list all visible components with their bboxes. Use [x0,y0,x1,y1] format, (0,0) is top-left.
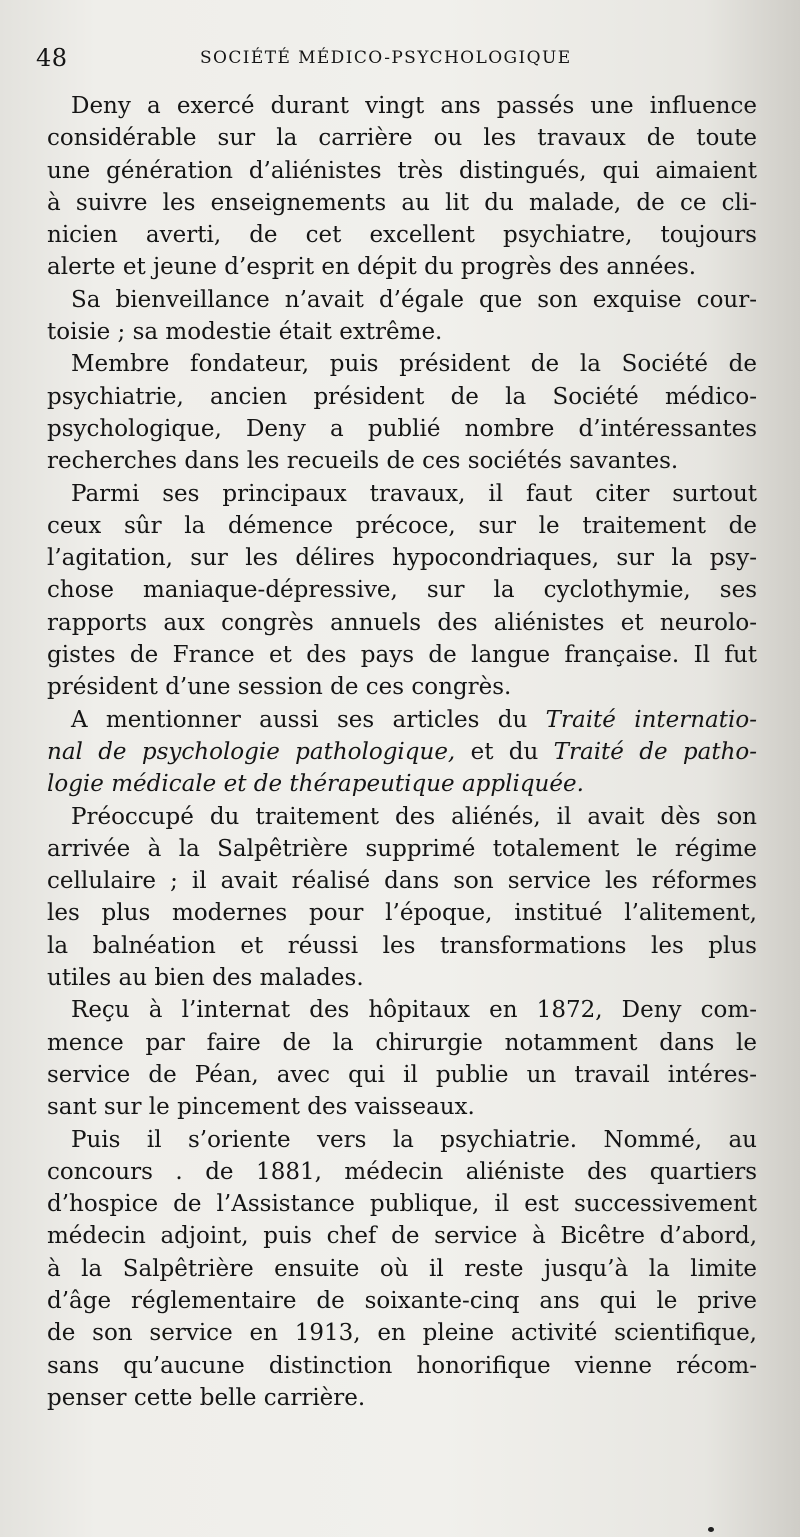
text-line [47,1059,757,1091]
text-run: la balnéation et réussi les transformations les plus [47,932,757,959]
text-run: les plus modernes pour l’époque, institué l’alitement, [47,900,757,927]
text-line [47,1124,757,1156]
text-line [47,897,757,929]
text-run: à la Salpêtrière ensuite où il reste jusqu’à la limite [47,1255,757,1282]
text-run: penser cette belle carrière. [47,1384,366,1411]
text-run: cellulaire ; il avait réalisé dans son service les réformes [47,868,757,895]
paragraph [47,1124,757,1415]
text-run: psychiatrie, ancien président de la Société médico- [47,383,757,410]
text-line [47,704,757,736]
text-line [47,1253,757,1285]
text-line [47,801,757,833]
text-line [47,90,757,122]
paragraph [47,994,757,1123]
text-line [47,542,757,574]
text-run: et du [455,738,554,765]
text-run: gistes de France et des pays de langue française. Il fut [47,642,757,669]
text-line [47,994,757,1026]
text-line [47,1188,757,1220]
text-line [47,607,757,639]
text-line [47,930,757,962]
text-line [47,1220,757,1252]
text-line [47,251,757,283]
text-line [47,736,757,768]
text-run: sans qu’aucune distinction honorifique vienne récom- [47,1352,757,1379]
text-line [47,671,757,703]
text-line [47,1350,757,1382]
italic-text: Traité de patho- [553,738,758,765]
text-line [47,1317,757,1349]
running-head: SOCIÉTÉ MÉDICO-PSYCHOLOGIQUE [200,48,572,68]
paragraph [47,801,757,995]
paragraph [47,90,757,284]
ink-speck [708,1527,714,1532]
text-run: médecin adjoint, puis chef de service à Bicêtre d’abord, [47,1223,757,1250]
text-line [47,768,757,800]
text-line [47,639,757,671]
text-run: recherches dans les recueils de ces sociétés savantes. [47,448,679,475]
text-line [47,1027,757,1059]
text-line [47,316,757,348]
text-line [47,865,757,897]
text-line [47,510,757,542]
text-line [47,187,757,219]
text-line [47,1156,757,1188]
text-run: d’âge réglementaire de soixante-cinq ans qui le prive [47,1287,757,1314]
text-run: Parmi ses principaux travaux, il faut citer surtout [71,480,757,507]
text-run: alerte et jeune d’esprit en dépit du progrès des années. [47,254,697,281]
text-line [47,219,757,251]
text-run: Deny a exercé durant vingt ans passés une influence [71,93,757,119]
text-run: ceux sûr la démence précoce, sur le traitement de [47,512,757,539]
body-text [47,90,757,1414]
text-run: Membre fondateur, puis président de la Société de [71,351,757,378]
text-line [47,155,757,187]
text-run: de son service en 1913, en pleine activité scientifique, [47,1320,757,1347]
text-run: arrivée à la Salpêtrière supprimé totalement le régime [47,835,757,862]
page-header [28,38,768,78]
text-run: Sa bienveillance n’avait d’égale que son exquise cour- [71,286,757,313]
text-line [47,1091,757,1123]
text-run: service de Péan, avec qui il publie un travail intéres- [47,1061,757,1088]
text-run: nicien averti, de cet excellent psychiatre, toujours [47,222,757,249]
text-line [47,381,757,413]
text-line [47,574,757,606]
text-run: Reçu à l’internat des hôpitaux en 1872, Deny com- [71,997,757,1024]
text-run: Préoccupé du traitement des aliénés, il avait dès son [71,803,757,830]
text-line [47,1382,757,1414]
paragraph [47,478,757,704]
text-run: utiles au bien des malades. [47,965,364,992]
text-run: rapports aux congrès annuels des aliénistes et neurolo- [47,609,757,636]
text-line [47,284,757,316]
text-line [47,413,757,445]
text-line [47,478,757,510]
text-run: A mentionner aussi ses articles du [71,706,546,733]
text-run: psychologique, Deny a publié nombre d’intéressantes [47,415,757,442]
italic-text: Traité internatio- [545,706,757,733]
text-run: mence par faire de la chirurgie notamment dans le [47,1029,757,1056]
text-line [47,962,757,994]
text-line [47,445,757,477]
text-run: Puis il s’oriente vers la psychiatrie. Nommé, au [71,1126,757,1153]
italic-text: logie médicale et de thérapeutique appliquée. [47,771,584,798]
paragraph [47,284,757,349]
page-number: 48 [36,44,68,72]
text-run: une génération d’aliénistes très distingués, qui aimaient [47,157,757,184]
text-run: concours . de 1881, médecin aliéniste des quartiers [47,1158,757,1185]
text-run: président d’une session de ces congrès. [47,674,512,701]
paragraph [47,348,757,477]
italic-text: nal de psychologie pathologique, [47,738,456,765]
text-run: à suivre les enseignements au lit du malade, de ce cli- [47,189,757,216]
text-run: considérable sur la carrière ou les travaux de toute [47,125,757,152]
text-run: d’hospice de l’Assistance publique, il est successivement [47,1191,757,1218]
text-line [47,833,757,865]
text-run: toisie ; sa modestie était extrême. [47,319,443,346]
paragraph [47,704,757,801]
text-run: sant sur le pincement des vaisseaux. [47,1094,475,1121]
text-line [47,122,757,154]
text-run: chose maniaque-dépressive, sur la cyclothymie, ses [47,577,757,604]
text-run: l’agitation, sur les délires hypocondriaques, sur la psy- [47,545,757,572]
text-line [47,348,757,380]
text-line [47,1285,757,1317]
